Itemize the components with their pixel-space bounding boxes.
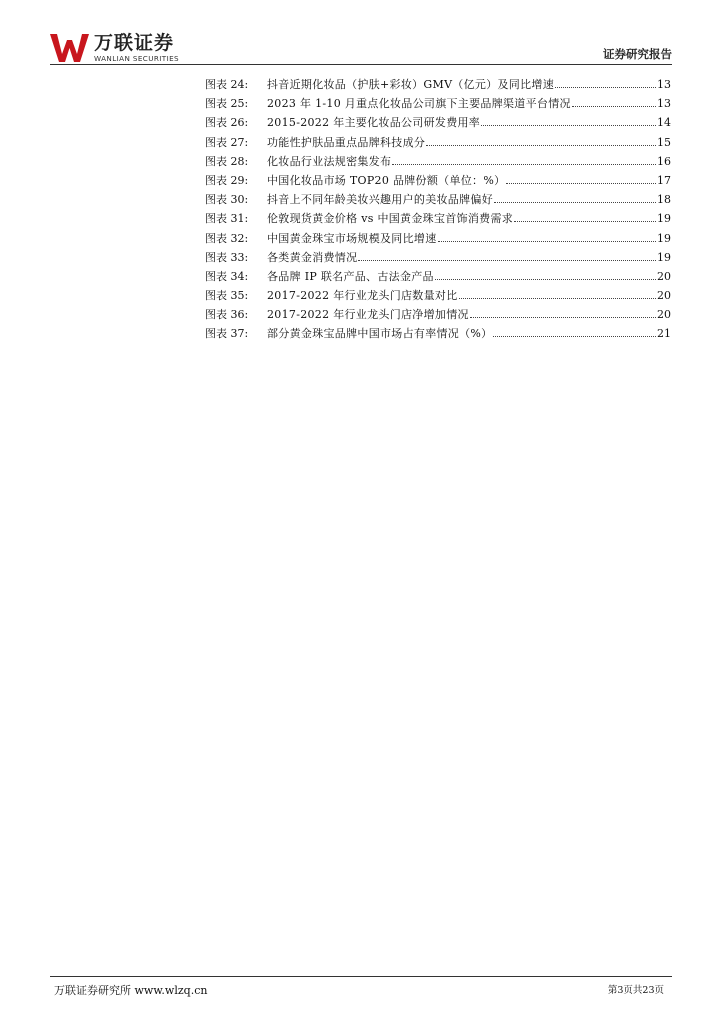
toc-entry[interactable] [205,134,671,153]
toc-dot-leader [470,309,656,318]
company-logo [50,30,200,66]
wanlian-logo-icon [50,32,90,64]
toc-page-number: 19 [657,212,671,226]
toc-page-number: 15 [657,135,671,149]
toc-entry[interactable] [205,114,671,133]
toc-entry[interactable] [205,153,671,172]
toc-figure-label: 图表 28: [205,154,249,168]
logo-text-en: WANLIAN SECURITIES [94,54,180,63]
toc-page-number: 13 [657,78,671,91]
footer-divider [50,976,672,977]
footer-page-number: 第3页共23页 [607,985,664,996]
figure-index-list [205,76,671,345]
footer-company: 万联证券研究所 www.wlzq.cn [54,984,208,997]
toc-figure-title: 抖音近期化妆品（护肤+彩妆）GMV（亿元）及同比增速 [267,78,555,91]
toc-figure-label: 图表 31: [205,212,249,226]
header-divider [50,64,672,65]
toc-page-number: 13 [657,97,671,111]
toc-page-number: 19 [657,250,671,264]
toc-figure-title: 抖音上不同年龄美妆兴趣用户的美妆品牌偏好 [267,193,493,207]
toc-dot-leader [459,290,656,299]
toc-dot-leader [438,233,657,242]
toc-entry[interactable] [205,325,671,344]
toc-page-number: 20 [657,289,671,303]
toc-figure-label: 图表 34: [205,269,249,283]
toc-figure-label: 图表 32: [205,231,249,245]
toc-figure-label: 图表 29: [205,173,249,187]
toc-dot-leader [426,137,656,146]
toc-figure-title: 中国化妆品市场 TOP20 品牌份额（单位：%） [267,173,506,187]
toc-figure-label: 图表 24: [205,78,249,91]
toc-figure-title: 化妆品行业法规密集发布 [267,154,392,168]
toc-entry[interactable] [205,191,671,210]
toc-figure-label: 图表 26: [205,116,249,130]
toc-dot-leader [392,156,656,165]
toc-entry[interactable] [205,249,671,268]
toc-figure-title: 中国黄金珠宝市场规模及同比增速 [267,231,437,245]
toc-figure-label: 图表 35: [205,289,249,303]
toc-figure-label: 图表 33: [205,250,249,264]
toc-dot-leader [358,252,656,261]
page-header [0,0,724,70]
toc-figure-title: 2017-2022 年行业龙头门店净增加情况 [267,308,469,322]
toc-figure-label: 图表 36: [205,308,249,322]
toc-figure-title: 2023 年 1-10 月重点化妆品公司旗下主要品牌渠道平台情况 [267,97,571,111]
toc-figure-title: 伦敦现货黄金价格 vs 中国黄金珠宝首饰消费需求 [267,212,514,226]
toc-figure-label: 图表 25: [205,97,249,111]
toc-entry[interactable] [205,172,671,191]
toc-page-number: 18 [657,193,671,207]
toc-entry[interactable] [205,76,671,95]
toc-figure-label: 图表 30: [205,193,249,207]
toc-entry[interactable] [205,95,671,114]
toc-figure-title: 部分黄金珠宝品牌中国市场占有率情况（%） [267,327,493,341]
toc-page-number: 16 [657,154,671,168]
toc-page-number: 19 [657,231,671,245]
toc-dot-leader [435,271,656,280]
toc-page-number: 20 [657,269,671,283]
toc-figure-title: 2015-2022 年主要化妆品公司研发费用率 [267,116,481,130]
toc-dot-leader [514,213,656,222]
toc-entry[interactable] [205,268,671,287]
toc-dot-leader [493,328,656,337]
logo-text-cn: 万联证券 [94,32,175,54]
toc-entry[interactable] [205,210,671,229]
toc-page-number: 20 [657,308,671,322]
report-type-label: 证券研究报告 [603,47,672,61]
toc-page-number: 21 [657,327,671,341]
toc-figure-title: 各品牌 IP 联名产品、古法金产品 [267,269,434,283]
toc-page-number: 17 [657,173,671,187]
toc-figure-title: 功能性护肤品重点品牌科技成分 [267,135,426,149]
toc-dot-leader [572,98,656,107]
toc-dot-leader [555,79,656,88]
toc-entry[interactable] [205,287,671,306]
toc-figure-label: 图表 27: [205,135,249,149]
toc-entry[interactable] [205,306,671,325]
toc-entry[interactable] [205,230,671,249]
toc-figure-title: 2017-2022 年行业龙头门店数量对比 [267,289,458,303]
toc-figure-label: 图表 37: [205,327,249,341]
toc-dot-leader [506,175,656,184]
toc-figure-title: 各类黄金消费情况 [267,250,358,264]
toc-page-number: 14 [657,116,671,130]
toc-dot-leader [494,194,656,203]
toc-dot-leader [481,117,656,126]
